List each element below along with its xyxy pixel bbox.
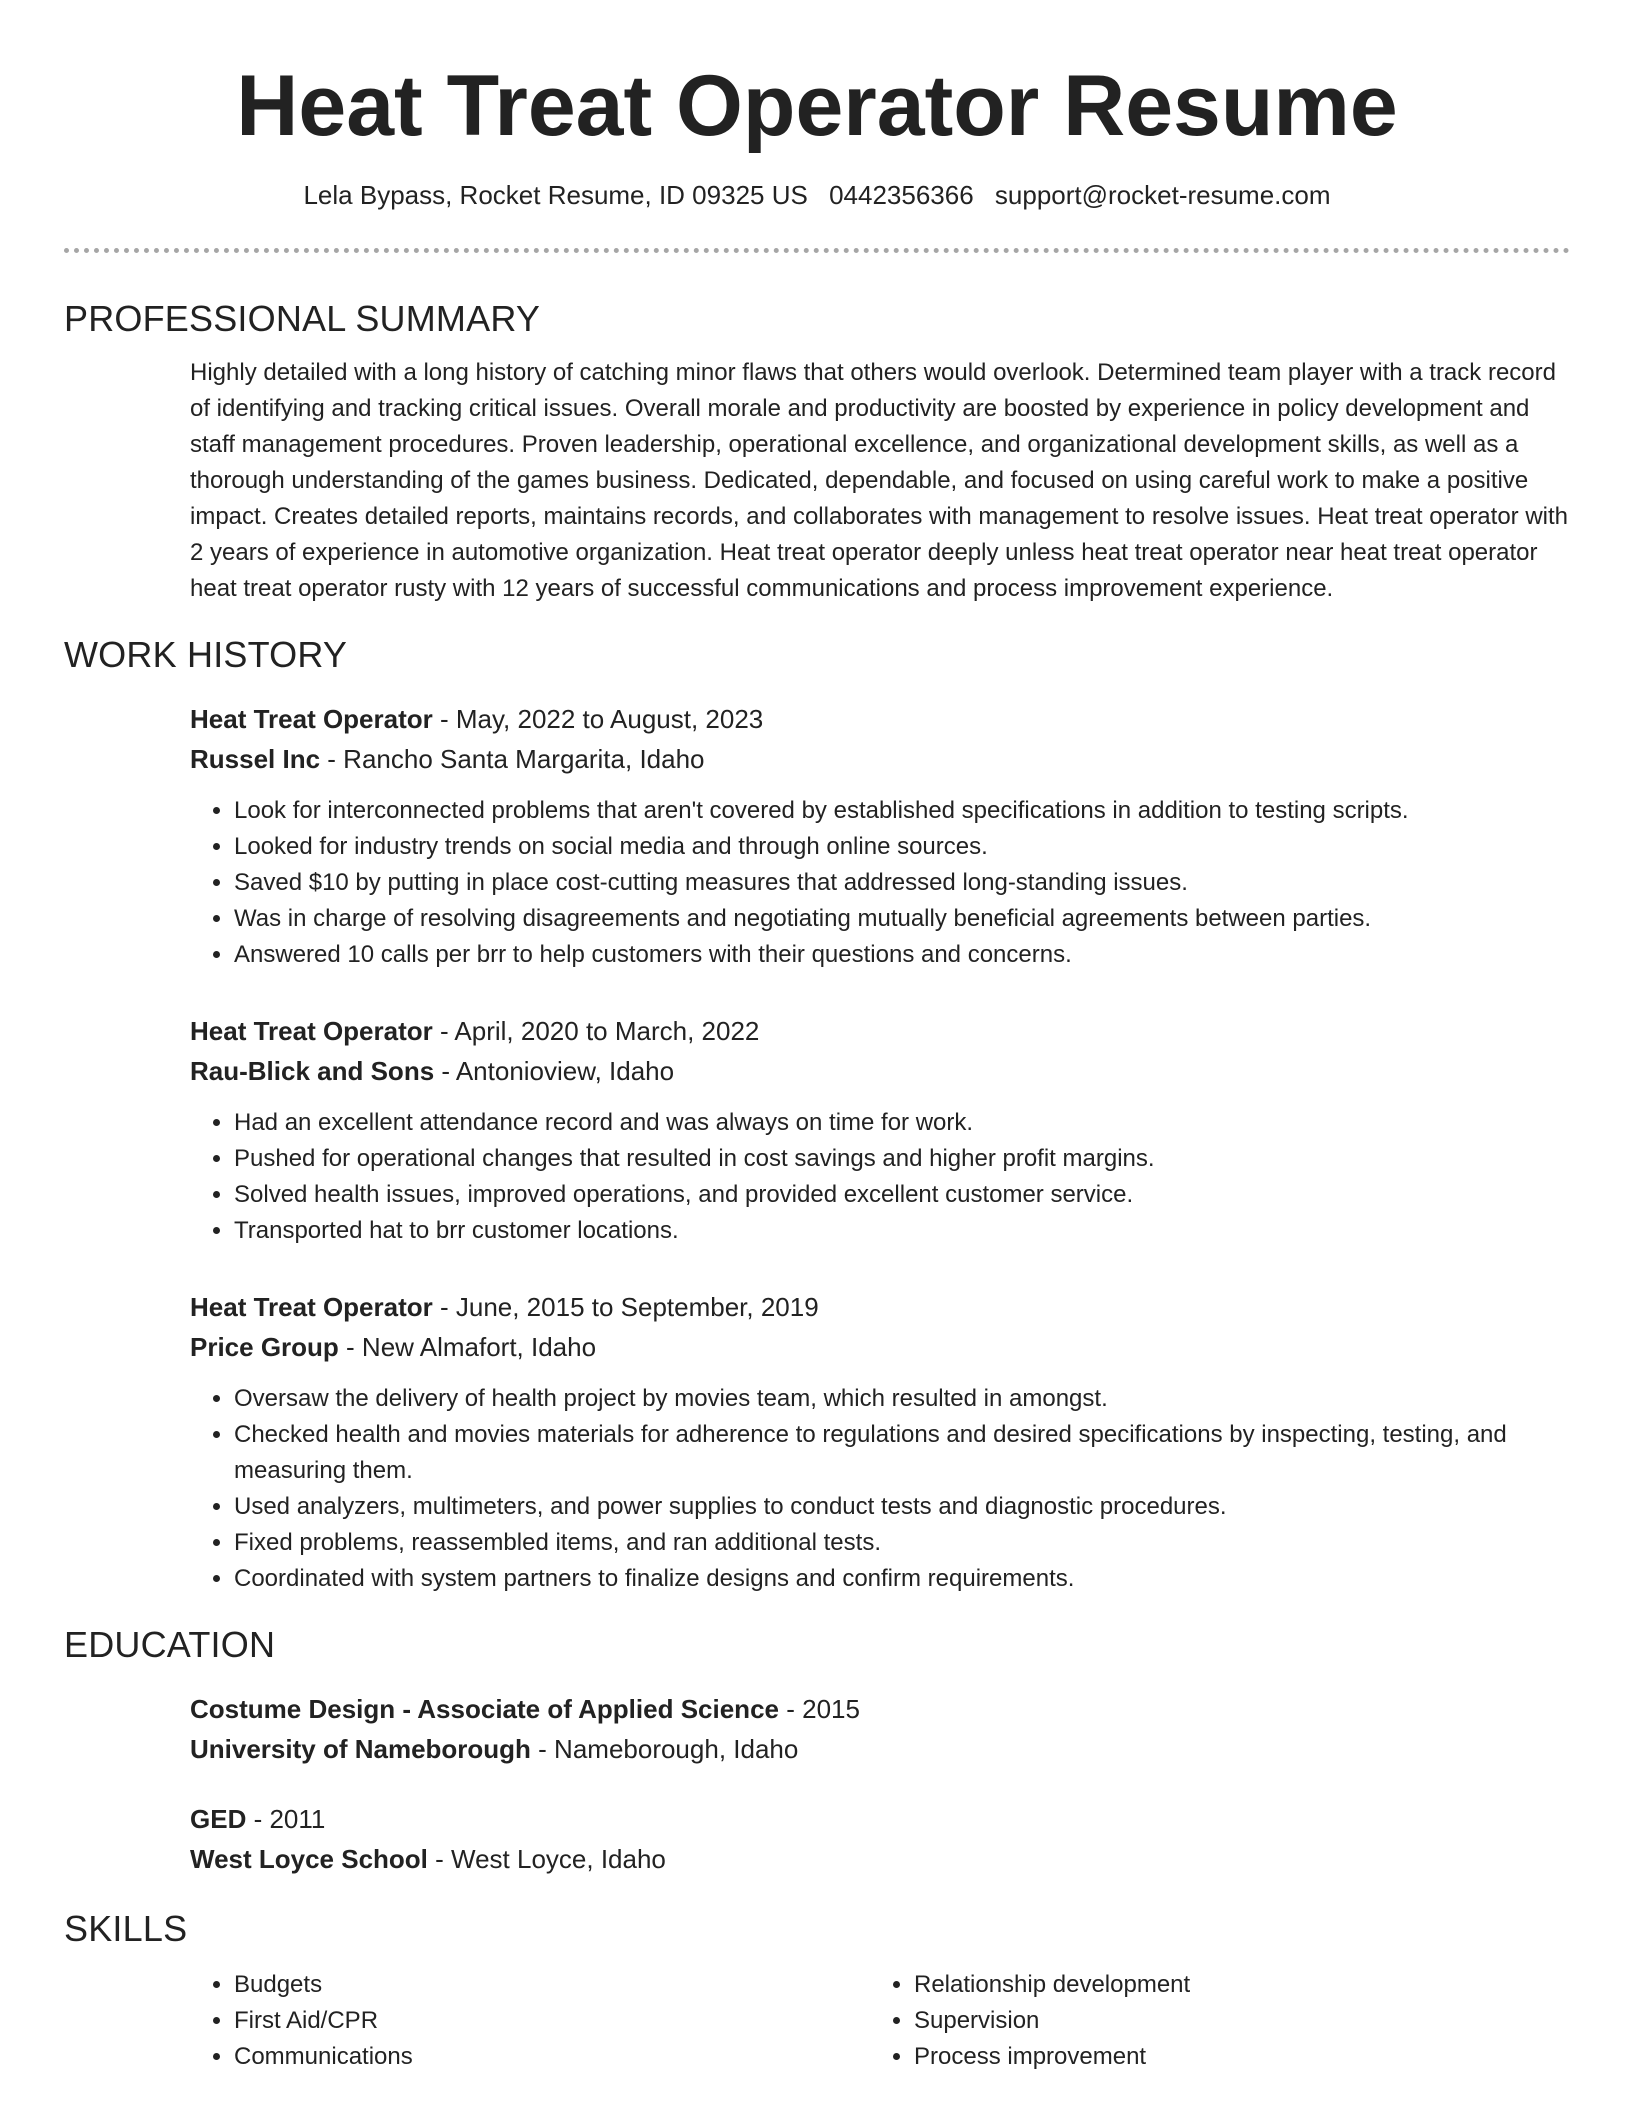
skills-list	[190, 1967, 870, 2075]
skill-item: • Communications	[234, 2039, 870, 2075]
job-bullet: • Solved health issues, improved operations, and provided excellent customer service.	[234, 1177, 1570, 1213]
contact-phone: 0442356366	[829, 180, 974, 210]
job-company-line	[190, 1327, 1570, 1367]
summary-heading: PROFESSIONAL SUMMARY	[64, 298, 541, 339]
skill-item: • Budgets	[234, 1967, 870, 2003]
education-school-line	[190, 1729, 1570, 1769]
job-dates: - May, 2022 to August, 2023	[432, 704, 764, 734]
job-bullet: • Fixed problems, reassembled items, and ran additional tests.	[234, 1525, 1570, 1561]
education-entry	[190, 1689, 1570, 1769]
education-section	[64, 1623, 1570, 1879]
contact-line	[64, 178, 1570, 212]
work-history-heading: WORK HISTORY	[64, 634, 348, 675]
job-bullet: • Used analyzers, multimeters, and power supplies to conduct tests and diagnostic procedures.	[234, 1489, 1570, 1525]
job-location: - Antonioview, Idaho	[434, 1056, 675, 1086]
education-degree-line	[190, 1799, 1570, 1839]
job-title-line	[190, 1011, 1570, 1051]
education-entry	[190, 1799, 1570, 1879]
job-title: Heat Treat Operator	[190, 1016, 433, 1046]
job-company: Russel Inc	[190, 744, 321, 774]
job-title: Heat Treat Operator	[190, 704, 433, 734]
education-degree: GED	[190, 1804, 247, 1834]
education-year: - 2015	[779, 1694, 860, 1724]
job-entry	[190, 699, 1570, 973]
job-location: - New Almafort, Idaho	[338, 1332, 597, 1362]
job-bullets	[190, 1105, 1570, 1249]
education-location: - Nameborough, Idaho	[530, 1734, 799, 1764]
job-dates: - April, 2020 to March, 2022	[432, 1016, 760, 1046]
job-company-line	[190, 1051, 1570, 1091]
work-history-section	[64, 633, 1570, 1597]
job-bullet: • Transported hat to brr customer locations.	[234, 1213, 1570, 1249]
education-heading: EDUCATION	[64, 1624, 276, 1665]
skills-grid	[190, 1967, 1570, 2075]
summary-text: Highly detailed with a long history of catching minor flaws that others would overlook. Determined team player with a track record of identifying and tracking critical issues. Overall morale and productivity are boosted by experience in policy development and staff management procedures. Proven leadership, operational excellence, and organizational development skills, as well as a thorough understanding of the games business. Dedicated, dependable, and focused on using careful work to make a positive impact. Creates detailed reports, maintains records, and collaborates with management to resolve issues. Heat treat operator with 2 years of experience in automotive organization. Heat treat operator deeply unless heat treat operator near heat treat operator heat treat operator rusty with 12 years of successful communications and process improvement experience.	[190, 359, 1569, 602]
job-bullet: • Look for interconnected problems that aren't covered by established specifications in addition to testing scripts.	[234, 793, 1570, 829]
job-bullet: • Coordinated with system partners to finalize designs and confirm requirements.	[234, 1561, 1570, 1597]
job-bullet: • Pushed for operational changes that resulted in cost savings and higher profit margins.	[234, 1141, 1570, 1177]
resume-title: Heat Treat Operator Resume	[236, 58, 1398, 154]
education-school: West Loyce School	[190, 1844, 428, 1874]
education-school: University of Nameborough	[190, 1734, 531, 1764]
education-location: - West Loyce, Idaho	[427, 1844, 666, 1874]
skills-heading: SKILLS	[64, 1908, 188, 1949]
skill-item: • Process improvement	[914, 2039, 1550, 2075]
job-location: - Rancho Santa Margarita, Idaho	[320, 744, 705, 774]
job-bullet: • Had an excellent attendance record and was always on time for work.	[234, 1105, 1570, 1141]
education-degree-line	[190, 1689, 1570, 1729]
header-divider	[64, 248, 1570, 253]
job-title: Heat Treat Operator	[190, 1292, 433, 1322]
job-bullet: • Was in charge of resolving disagreements and negotiating mutually beneficial agreements between parties.	[234, 901, 1570, 937]
job-bullet: • Looked for industry trends on social media and through online sources.	[234, 829, 1570, 865]
education-school-line	[190, 1839, 1570, 1879]
summary-section	[64, 297, 1570, 607]
skills-column-right	[870, 1967, 1550, 2075]
job-bullet: • Answered 10 calls per brr to help customers with their questions and concerns.	[234, 937, 1570, 973]
job-bullet: • Saved $10 by putting in place cost-cutting measures that addressed long-standing issues.	[234, 865, 1570, 901]
skills-list	[870, 1967, 1550, 2075]
job-bullets	[190, 1381, 1570, 1597]
skill-item: • First Aid/CPR	[234, 2003, 870, 2039]
job-bullets	[190, 793, 1570, 973]
job-entry	[190, 1011, 1570, 1249]
contact-email[interactable]: support@rocket-resume.com	[994, 180, 1331, 210]
education-year: - 2011	[246, 1804, 326, 1834]
skill-item: • Supervision	[914, 2003, 1550, 2039]
job-bullet: • Oversaw the delivery of health project by movies team, which resulted in amongst.	[234, 1381, 1570, 1417]
resume-page	[64, 0, 1570, 2075]
job-title-line	[190, 1287, 1570, 1327]
job-entry	[190, 1287, 1570, 1597]
skill-item: • Relationship development	[914, 1967, 1550, 2003]
education-degree: Costume Design - Associate of Applied Science	[190, 1694, 779, 1724]
skills-column-left	[190, 1967, 870, 2075]
contact-address: Lela Bypass, Rocket Resume, ID 09325 US	[303, 180, 808, 210]
job-company: Rau-Blick and Sons	[190, 1056, 435, 1086]
job-bullet: • Checked health and movies materials for adherence to regulations and desired specifications by inspecting, testing, and measuring them.	[234, 1417, 1570, 1489]
job-company: Price Group	[190, 1332, 339, 1362]
job-company-line	[190, 739, 1570, 779]
job-dates: - June, 2015 to September, 2019	[432, 1292, 819, 1322]
skills-section	[64, 1907, 1570, 2075]
job-title-line	[190, 699, 1570, 739]
